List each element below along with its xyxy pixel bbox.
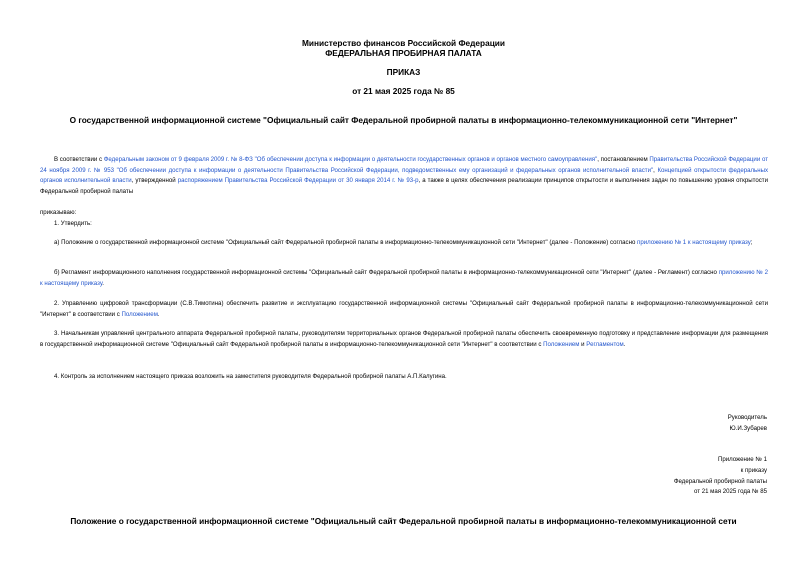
federal-law-link[interactable]: Федеральным законом от 9 февраля 2009 г. № 8-ФЗ "Об обеспечении доступа к информации о деятельности государственных органов и органов местного самоуправления": [103, 156, 598, 163]
item-1: 1. Утвердить:: [54, 220, 92, 227]
ministry-name: Министерство финансов Российской Федерации: [301, 38, 506, 48]
preamble-text-4: , утвержденной: [131, 177, 178, 185]
appendix-title: Положение о государственной информационной системе "Официальный сайт Федеральной пробирной палаты в информационно-телекоммуникационной сети: [70, 516, 737, 526]
openness-concept-link[interactable]: Концепцией открытости федеральных органов исполнительной власти: [40, 166, 769, 185]
preamble-text-5: , а также в целях обеспечения реализации принципов открытости и выполнения задач по повышению уровня открытости Федеральной пробирной палаты: [40, 177, 768, 195]
government-resolution-link[interactable]: Правительства Российской Федерации от 24 ноября 2009 г. № 953 "Об обеспечении доступа к информации о деятельности Правительства Российской Федерации, подведомственных ему организаций и федеральных органов исполнительной власти": [40, 156, 768, 174]
chamber-name: ФЕДЕРАЛЬНАЯ ПРОБИРНАЯ ПАЛАТА: [325, 48, 482, 58]
appendix-line-2: к приказу: [740, 466, 767, 474]
order-word: приказываю:: [40, 209, 77, 216]
signature-name: Ю.И.Зубарев: [729, 424, 767, 432]
item-4: 4. Контроль за исполнением настоящего приказа возложить на заместителя руководителя Федеральной пробирной палаты А.П.Калугина.: [54, 373, 447, 380]
item-2-text: 2. Управлению цифровой трансформации (С.В.Тимотина) обеспечить развитие и эксплуатацию государственной информационной системы "Официальный сайт Федеральной пробирной палаты в информационно-телекоммуникационной сети "Интернет" в соответствии с: [40, 300, 768, 318]
item-3-text: 3. Начальникам управлений центрального аппарата Федеральной пробирной палаты, руководителям территориальных органов Федеральной пробирной палаты обеспечить своевременную подготовку и представление информации для размещения в государственной информационной системе "Официальный сайт Федеральной пробирной палаты в информационно-телекоммуникационной сети "Интернет" в соответствии с: [40, 330, 768, 348]
appendix-line-3: Федеральной пробирной палаты: [673, 477, 767, 485]
regulation-link-2[interactable]: Положением: [543, 340, 580, 348]
signature-block: [728, 413, 767, 435]
appendix-line-4: от 21 мая 2025 года № 85: [693, 488, 767, 496]
appendix-1-link[interactable]: приложению № 1 к настоящему приказу: [637, 239, 751, 246]
doc-subject: О государственной информационной системе "Официальный сайт Федеральной пробирной палаты в информационно-телекоммуникационной сети "Интернет": [69, 115, 738, 125]
appendix-block: [674, 455, 767, 498]
item-1b-text: б) Регламент информационного наполнения государственной информационной системы "Официальный сайт Федеральной пробирной палаты в информационно-телекоммуникационной сети "Интернет" (далее - Регламент) согласно: [54, 269, 719, 276]
item-1b-end: .: [102, 279, 104, 287]
item-1a-end: ;: [750, 239, 753, 246]
item-1b: [40, 268, 768, 289]
appendix-line-1: Приложение № 1: [717, 456, 767, 463]
regulation-link[interactable]: Положением: [121, 310, 158, 318]
doc-date-number: от 21 мая 2025 года № 85: [352, 86, 455, 96]
government-order-link[interactable]: распоряжением Правительства Российской Федерации от 30 января 2014 г. № 93-р: [177, 177, 419, 185]
item-3-mid: и: [579, 340, 587, 348]
item-2: [40, 299, 768, 320]
appendix-2-link[interactable]: приложению № 2 к настоящему приказу: [40, 269, 768, 287]
preamble-text-2: , постановлением: [597, 156, 650, 163]
preamble-text-3: ,: [653, 166, 658, 174]
item-2-end: .: [157, 310, 160, 318]
preamble-paragraph: [40, 155, 768, 197]
item-1a-text: а) Положение о государственной информационной системе "Официальный сайт Федеральной пробирной палаты в информационно-телекоммуникационной сети "Интернет" (далее - Положение) согласно: [54, 239, 638, 246]
item-3-end: .: [623, 340, 626, 348]
signature-position: Руководитель: [727, 414, 767, 421]
preamble-text-1: В соответствии с: [54, 156, 104, 163]
item-1a: [40, 238, 768, 249]
rules-link[interactable]: Регламентом: [586, 340, 624, 348]
item-3: [40, 329, 768, 350]
doc-type: ПРИКАЗ: [386, 67, 421, 77]
